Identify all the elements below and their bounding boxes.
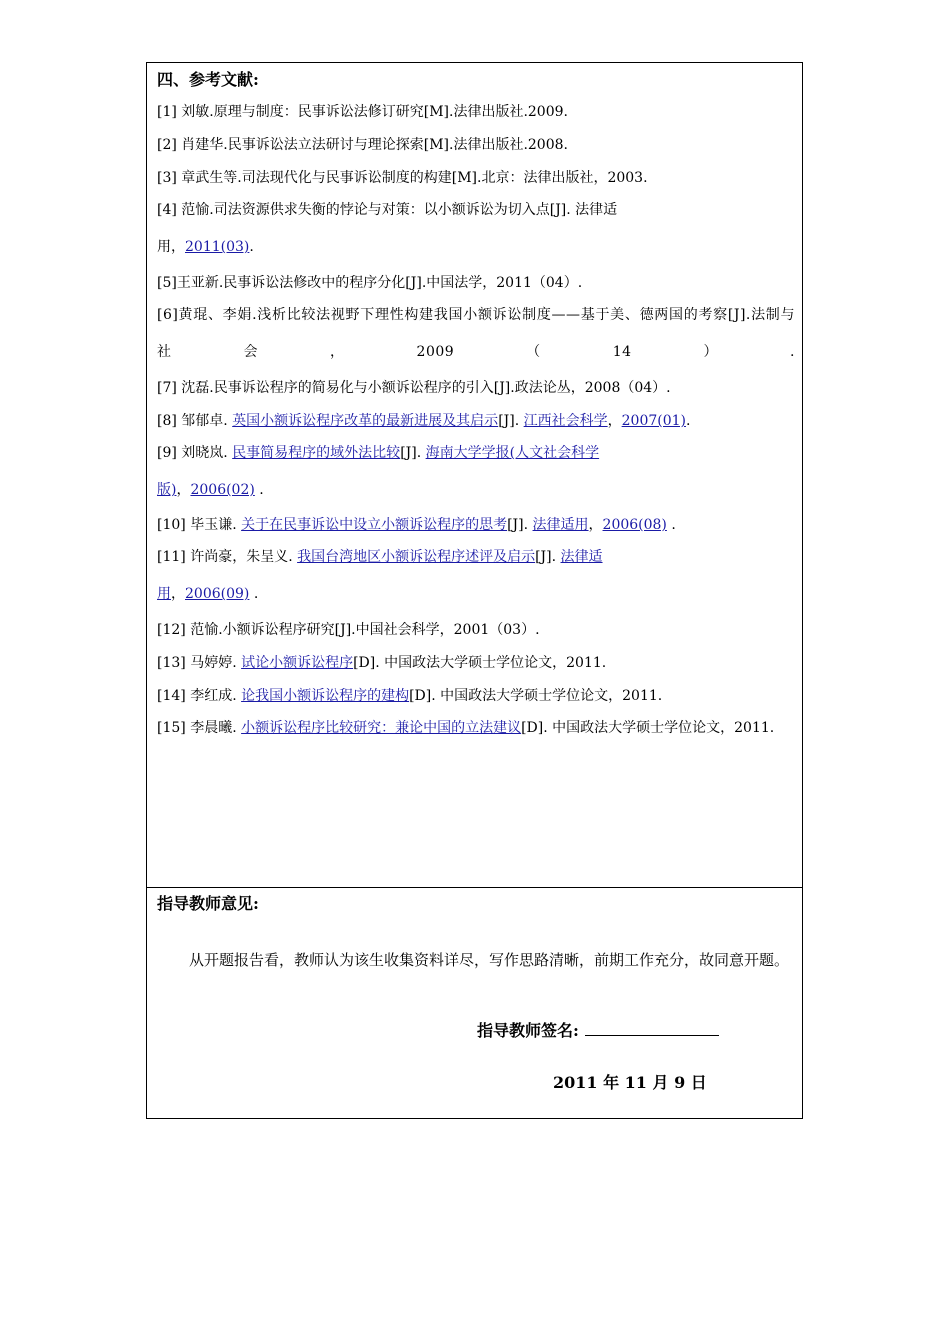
reference-text: . bbox=[249, 239, 254, 255]
reference-text: [13] 马婷婷. bbox=[157, 655, 242, 671]
reference-item bbox=[157, 539, 795, 613]
section-divider bbox=[147, 887, 802, 888]
reference-item bbox=[157, 710, 795, 747]
reference-item bbox=[157, 652, 795, 672]
reference-item bbox=[157, 167, 795, 187]
reference-text: [3] 章武生等.司法现代化与民事诉讼制度的构建[M].北京：法律出版社，2003. bbox=[157, 170, 648, 186]
reference-text: ， bbox=[176, 482, 191, 498]
reference-link[interactable]: 关于在民事诉讼中设立小额诉讼程序的思考 bbox=[241, 517, 508, 533]
reference-item bbox=[157, 192, 795, 266]
advisor-opinion: 从开题报告看，教师认为该生收集资料详尽，写作思路清晰，前期工作充分，故同意开题。 bbox=[189, 951, 790, 969]
reference-text: [11] 许尚豪，朱呈义. bbox=[157, 549, 298, 565]
signature-label: 指导教师签名: bbox=[477, 1021, 579, 1040]
reference-text: [J]. bbox=[535, 549, 561, 565]
reference-text: [1] 刘敏.原理与制度：民事诉讼法修订研究[M].法律出版社.2009. bbox=[157, 104, 568, 120]
reference-text: 用， bbox=[157, 239, 185, 255]
reference-link[interactable]: 海南大学学报(人文社会科学 bbox=[425, 445, 600, 461]
reference-link[interactable]: 论我国小额诉讼程序的建构 bbox=[241, 688, 410, 704]
reference-link[interactable]: 2011(03) bbox=[185, 239, 250, 255]
report-table bbox=[146, 62, 803, 1119]
signature-line[interactable] bbox=[585, 1021, 719, 1036]
signature-date: 2011 年 11 月 9 日 bbox=[553, 1073, 707, 1092]
reference-link[interactable]: 2007(01) bbox=[621, 413, 686, 429]
reference-text: [J]. bbox=[507, 517, 533, 533]
reference-item bbox=[157, 435, 795, 509]
reference-link[interactable]: 试论小额诉讼程序 bbox=[241, 655, 354, 671]
reference-text: [5]王亚新.民事诉讼法修改中的程序分化[J].中国法学，2011（04）. bbox=[157, 275, 583, 291]
reference-text: . bbox=[666, 517, 676, 533]
reference-link[interactable]: 法律适 bbox=[560, 549, 603, 565]
reference-text: [J]. bbox=[400, 445, 426, 461]
reference-link[interactable]: 2006(09) bbox=[185, 586, 250, 602]
reference-link[interactable]: 英国小额诉讼程序改革的最新进展及其启示 bbox=[232, 413, 499, 429]
reference-link[interactable]: 江西社会科学 bbox=[523, 413, 608, 429]
reference-item bbox=[157, 101, 795, 121]
reference-text: . bbox=[249, 586, 259, 602]
reference-text: [D]. 中国政法大学硕士学位论文，2011. bbox=[409, 688, 663, 704]
reference-text: [4] 范愉.司法资源供求失衡的悖论与对策：以小额诉讼为切入点[J]. 法律适 bbox=[157, 202, 618, 218]
reference-item bbox=[157, 619, 795, 639]
reference-item bbox=[157, 297, 795, 371]
reference-item bbox=[157, 377, 795, 397]
references-heading: 四、参考文献: bbox=[157, 70, 259, 89]
reference-text: [10] 毕玉谦. bbox=[157, 517, 242, 533]
reference-link[interactable]: 2006(08) bbox=[602, 517, 667, 533]
reference-link[interactable]: 小额诉讼程序比较研究：兼论中国的立法建议 bbox=[241, 720, 522, 736]
reference-item bbox=[157, 410, 795, 430]
reference-link[interactable]: 2006(02) bbox=[190, 482, 255, 498]
reference-text: [J]. bbox=[498, 413, 524, 429]
reference-link[interactable]: 我国台湾地区小额诉讼程序述评及启示 bbox=[297, 549, 536, 565]
reference-text: [9] 刘晓岚. bbox=[157, 445, 233, 461]
reference-item bbox=[157, 134, 795, 154]
reference-item bbox=[157, 514, 795, 534]
advisor-heading: 指导教师意见: bbox=[157, 894, 259, 913]
reference-link[interactable]: 用 bbox=[157, 586, 171, 602]
reference-text: ， bbox=[171, 586, 185, 602]
reference-text: [D]. 中国政法大学硕士学位论文，2011. bbox=[353, 655, 607, 671]
signature-row bbox=[477, 1018, 719, 1041]
reference-text: [2] 肖建华.民事诉讼法立法研讨与理论探索[M].法律出版社.2008. bbox=[157, 137, 568, 153]
reference-text: [12] 范愉.小额诉讼程序研究[J].中国社会科学，2001（03）. bbox=[157, 622, 540, 638]
reference-item bbox=[157, 685, 795, 705]
reference-item bbox=[157, 272, 795, 292]
reference-text: [15] 李晨曦. bbox=[157, 720, 242, 736]
reference-text: ， bbox=[588, 517, 603, 533]
reference-text: [14] 李红成. bbox=[157, 688, 242, 704]
reference-text: [D]. 中国政法大学硕士学位论文，2011. bbox=[521, 720, 775, 736]
reference-text: ， bbox=[607, 413, 622, 429]
reference-link[interactable]: 版) bbox=[157, 482, 177, 498]
reference-text: [8] 邹郁卓. bbox=[157, 413, 233, 429]
reference-link[interactable]: 民事简易程序的域外法比较 bbox=[232, 445, 401, 461]
reference-text: [6]黄琨、李娟.浅析比较法视野下理性构建我国小额诉讼制度——基于美、德两国的考察[J].法制与社会，2009（14）. bbox=[157, 307, 795, 360]
reference-link[interactable]: 法律适用 bbox=[532, 517, 589, 533]
reference-text: . bbox=[686, 413, 691, 429]
reference-text: . bbox=[254, 482, 264, 498]
reference-text: [7] 沈磊.民事诉讼程序的简易化与小额诉讼程序的引入[J].政法论丛，2008（04）. bbox=[157, 380, 671, 396]
